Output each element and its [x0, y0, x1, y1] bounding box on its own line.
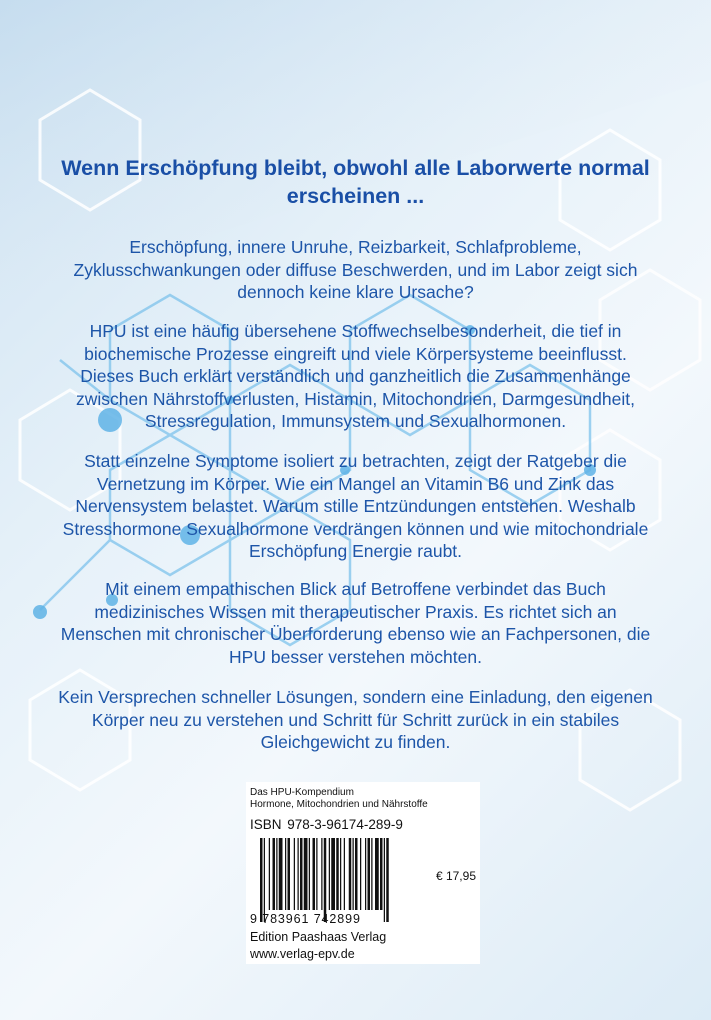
paragraph-line: dennoch keine klare Ursache? [237, 282, 474, 302]
barcode-bar [276, 838, 277, 910]
paragraph-line: biochemische Prozesse eingreift und viele Körpersysteme beeinflusst. [84, 343, 627, 364]
publisher-name: Edition Paashaas Verlag [250, 930, 387, 944]
paragraph-closing [40, 686, 671, 754]
paragraph-line: Menschen mit chronischer Überforderung ebenso wie an Fachpersonen, die [60, 624, 651, 644]
paragraph-hpu [40, 320, 671, 433]
barcode-bar [313, 838, 316, 910]
barcode-bar [324, 838, 327, 922]
barcode-bar [285, 838, 286, 910]
barcode-label [246, 782, 480, 964]
barcode-bar [365, 838, 366, 910]
paragraph-line: Statt einzelne Symptome isoliert zu betrachten, zeigt der Ratgeber die [84, 451, 627, 471]
isbn-text: ISBN 978-3-96174-289-9 [250, 817, 403, 832]
barcode-bar [260, 838, 263, 922]
barcode-bar [349, 838, 352, 910]
barcode-digits: 9 783961 742899 [250, 912, 361, 926]
barcode-bar [300, 838, 303, 910]
barcode-bar [344, 838, 345, 910]
barcode-bar [279, 838, 283, 910]
paragraph-intro [40, 236, 671, 304]
barcode-bar [321, 838, 322, 910]
barcode-bar [360, 838, 361, 910]
paragraph-line: HPU ist eine häufig übersehene Stoffwechselbesonderheit, die tief in [89, 321, 622, 341]
price: € 17,95 [435, 869, 476, 883]
headline [40, 154, 671, 210]
barcode-icon [260, 838, 422, 922]
barcode-bar [294, 838, 295, 910]
paragraph-line: Stressregulation, Immunsystem und Sexualhormonen. [144, 411, 567, 431]
barcode-bar [384, 838, 385, 922]
barcode-bar [331, 838, 335, 910]
barcode-bar [309, 838, 310, 910]
paragraph-line: Stresshormone Sexualhormone verdrängen können und wie mitochondriale [62, 518, 649, 539]
headline-line-2: erscheinen ... [286, 184, 425, 208]
barcode-bar [375, 838, 379, 910]
headline-line-1: Wenn Erschöpfung bleibt, obwohl alle Laborwerte normal [61, 156, 650, 180]
barcode-bar [386, 838, 389, 922]
paragraph-line: Erschöpfung, innere Unruhe, Reizbarkeit, Schlafprobleme, [129, 237, 582, 257]
barcode-bar [340, 838, 341, 910]
barcode-bar [304, 838, 308, 910]
barcode-bar [380, 838, 383, 910]
paragraph-line: zwischen Nährstoffverlusten, Histamin, Mitochondrien, Darmgesundheit, [76, 388, 635, 409]
barcode-bar [264, 838, 265, 922]
barcode-bar [336, 838, 339, 910]
paragraph-line: HPU besser verstehen möchten. [229, 646, 482, 667]
barcode-bar [368, 838, 371, 910]
paragraph-line: medizinisches Wissen mit therapeutischer Praxis. Es richtet sich an [94, 601, 617, 622]
barcode-bar [316, 838, 317, 910]
paragraph-network [40, 450, 671, 563]
barcode-bar [298, 838, 299, 910]
paragraph-line: Kein Versprechen schneller Lösungen, sondern eine Einladung, den eigenen [58, 687, 653, 707]
paragraph-line: Gleichgewicht zu finden. [260, 732, 451, 752]
paragraph-line: Mit einem empathischen Blick auf Betroffene verbindet das Buch [105, 579, 606, 599]
barcode-bar [355, 838, 358, 910]
barcode-bar [288, 838, 291, 910]
paragraph-line: Nervensystem belastet. Warum stille Entzündungen entstehen. Weshalb [75, 496, 636, 516]
paragraph-line: Dieses Buch erklärt verständlich und ganzheitlich die Zusammenhänge [80, 366, 631, 386]
barcode-bar [329, 838, 330, 910]
barcode-bar [269, 838, 270, 910]
paragraph-audience [40, 578, 671, 668]
paragraph-line: Zyklusschwankungen oder diffuse Beschwerden, und im Labor zeigt sich [73, 259, 638, 280]
book-subtitle: Hormone, Mitochondrien und Nährstoffe [250, 799, 428, 810]
barcode-bar [353, 838, 354, 910]
paragraph-line: Vernetzung im Körper. Wie ein Mangel an Vitamin B6 und Zink das [96, 473, 615, 494]
paragraph-line: Körper neu zu verstehen und Schritt für Schritt zurück in ein stabiles [91, 709, 620, 730]
barcode-bar [371, 838, 372, 910]
book-title: Das HPU-Kompendium [250, 787, 354, 798]
paragraph-line: Erschöpfung Energie raubt. [248, 541, 463, 561]
publisher-url: www.verlag-epv.de [250, 947, 355, 961]
barcode-bar [273, 838, 276, 910]
